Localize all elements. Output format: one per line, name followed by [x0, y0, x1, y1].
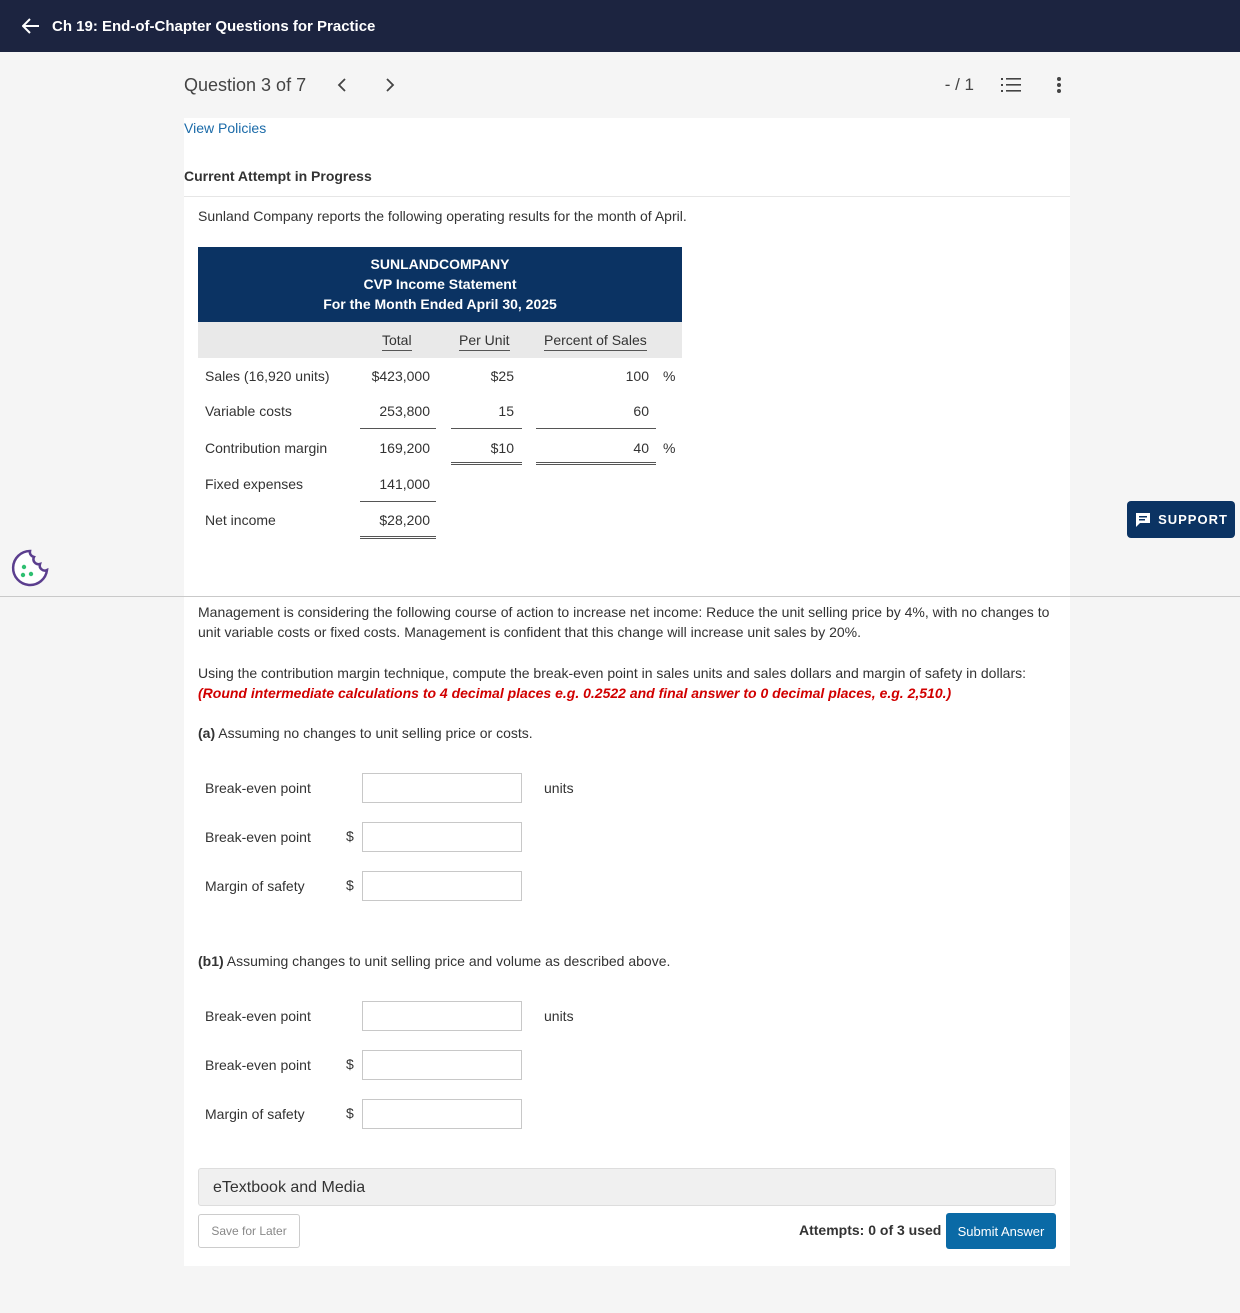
statement-cell-total: 141,000 [379, 476, 430, 492]
column-per-unit: Per Unit [459, 332, 510, 348]
dollar-sign: $ [346, 828, 354, 844]
question-intro: Sunland Company reports the following operating results for the month of April. [198, 208, 687, 224]
statement-cell-total: $28,200 [379, 512, 430, 528]
page-divider-line [0, 596, 1240, 597]
statement-cell-total: $423,000 [371, 368, 430, 384]
assignment-title: Ch 19: End-of-Chapter Questions for Practice [52, 17, 376, 35]
field-label: Margin of safety [205, 1106, 305, 1122]
statement-cell-total: 169,200 [379, 440, 430, 456]
field-label: Break-even point [205, 1057, 311, 1073]
percent-sign: % [663, 368, 676, 384]
instruction-text: Using the contribution margin technique, compute the break-even point in sales units and sales dollars and margin of safety in dollars: (Round intermediate calculations to 4 decimal places e.g. 0.2522 and final answer to 0 decimal places, e.g. 2,510.) [198, 665, 1027, 701]
support-button[interactable] [1127, 501, 1235, 538]
subtotal-rule [536, 428, 656, 429]
subtotal-rule [360, 428, 436, 429]
column-total: Total [382, 332, 412, 348]
margin-of-safety-input-b1[interactable] [362, 1099, 522, 1129]
field-label: Break-even point [205, 780, 311, 796]
units-label: units [544, 1008, 574, 1024]
statement-header [198, 247, 682, 322]
field-label: Margin of safety [205, 878, 305, 894]
column-percent: Percent of Sales [544, 332, 647, 348]
percent-sign: % [663, 440, 676, 456]
break-even-units-input-b1[interactable] [362, 1001, 522, 1031]
top-bar [0, 0, 1240, 52]
part-a-heading: (a) Assuming no changes to unit selling price or costs. [198, 725, 533, 741]
support-label: SUPPORT [1158, 512, 1228, 527]
subtotal-rule [451, 428, 522, 429]
subtotal-rule [360, 501, 436, 502]
management-scenario: Management is considering the following course of action to increase net income: Reduce the unit selling price by 4%, with no changes to unit variable costs or fixed costs. Management is confident that this change will increase unit sales by 20%. [198, 604, 1050, 640]
statement-row-label: Sales (16,920 units) [205, 368, 330, 384]
dollar-sign: $ [346, 1056, 354, 1072]
etextbook-media-expander[interactable]: eTextbook and Media [198, 1168, 1056, 1206]
question-nav [184, 72, 1070, 98]
statement-row-label: Net income [205, 512, 276, 528]
total-double-rule [536, 462, 656, 465]
break-even-dollars-input-b1[interactable] [362, 1050, 522, 1080]
view-policies-link[interactable]: View Policies [184, 120, 267, 136]
statement-cell-percent: 60 [633, 403, 649, 419]
rounding-instruction: (Round intermediate calculations to 4 decimal places e.g. 0.2522 and final answer to 0 decimal places, e.g. 2,510.) [198, 685, 952, 701]
units-label: units [544, 780, 574, 796]
field-label: Break-even point [205, 829, 311, 845]
statement-cell-percent: 40 [633, 440, 649, 456]
statement-cell-per-unit: $10 [490, 440, 514, 456]
submit-answer-button[interactable]: Submit Answer [946, 1213, 1056, 1249]
cookie-icon[interactable] [10, 548, 50, 588]
question-counter: Question 3 of 7 [184, 74, 307, 95]
part-b1-heading: (b1) Assuming changes to unit selling price and volume as described above. [198, 953, 671, 969]
question-panel [184, 118, 1070, 1266]
next-question-icon[interactable] [378, 73, 402, 97]
statement-cell-percent: 100 [625, 368, 649, 384]
statement-row-label: Variable costs [205, 403, 292, 419]
statement-row-label: Contribution margin [205, 440, 328, 456]
back-arrow-icon[interactable] [20, 15, 42, 37]
question-score: - / 1 [944, 75, 974, 94]
total-double-rule [360, 536, 436, 539]
statement-column-headers [198, 322, 682, 358]
question-list-icon[interactable] [1000, 74, 1022, 96]
save-for-later-button[interactable]: Save for Later [198, 1214, 300, 1248]
dollar-sign: $ [346, 877, 354, 893]
statement-cell-total: 253,800 [379, 403, 430, 419]
statement-row-label: Fixed expenses [205, 476, 304, 492]
chat-icon [1134, 511, 1152, 529]
statement-cell-per-unit: $25 [490, 368, 514, 384]
total-double-rule [451, 462, 522, 465]
margin-of-safety-input-a[interactable] [362, 871, 522, 901]
break-even-units-input-a[interactable] [362, 773, 522, 803]
statement-company: SUNLANDCOMPANY [370, 256, 510, 272]
section-divider [184, 196, 1070, 197]
attempt-heading: Current Attempt in Progress [184, 168, 372, 184]
attempts-counter: Attempts: 0 of 3 used [799, 1222, 942, 1238]
dollar-sign: $ [346, 1105, 354, 1121]
statement-cell-per-unit: 15 [498, 403, 514, 419]
previous-question-icon[interactable] [330, 73, 354, 97]
statement-period: For the Month Ended April 30, 2025 [323, 296, 557, 312]
statement-title: CVP Income Statement [363, 276, 517, 292]
more-options-icon[interactable] [1048, 74, 1070, 96]
field-label: Break-even point [205, 1008, 311, 1024]
break-even-dollars-input-a[interactable] [362, 822, 522, 852]
